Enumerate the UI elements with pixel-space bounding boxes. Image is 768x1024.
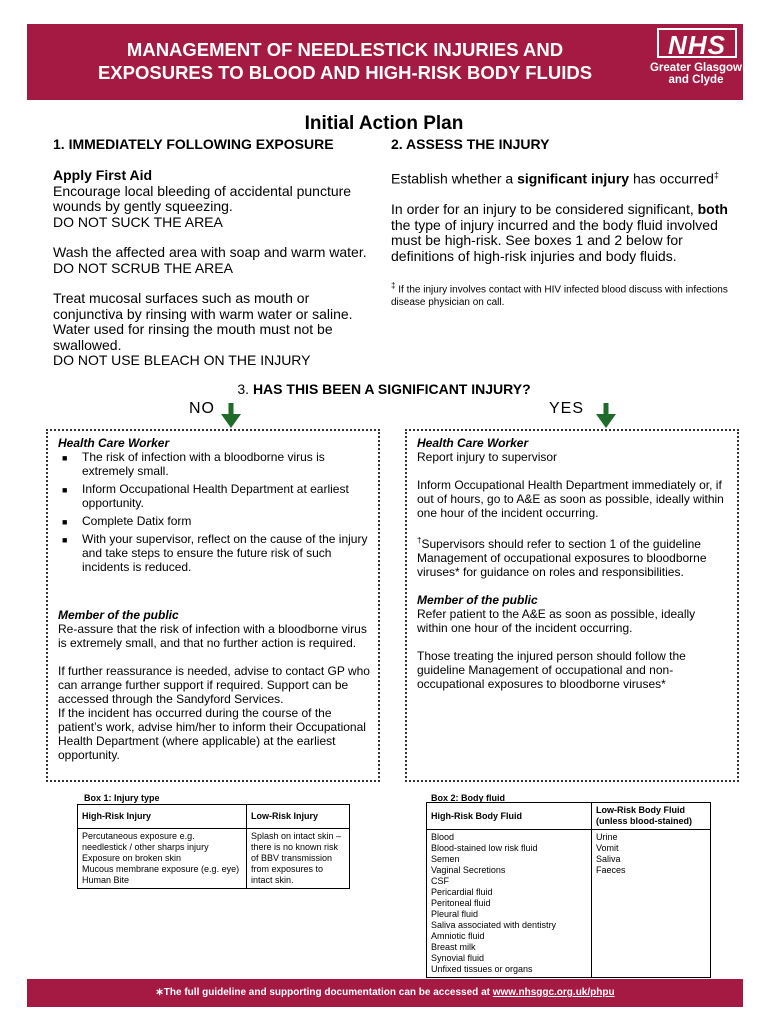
organisation-name — [646, 62, 746, 86]
no-label: NO — [189, 400, 215, 417]
guideline-link[interactable]: www.nhsggc.org.uk/phpu — [492, 987, 615, 998]
no-outcome-content — [58, 436, 370, 762]
nhs-logo-text: NHS — [657, 28, 737, 58]
table-row — [78, 829, 350, 889]
yes-hcw-heading: Health Care Worker — [417, 436, 529, 450]
yes-public-refer: Refer patient to the A&E as soon as possible, ideally within one hour of the incident occurring. — [417, 607, 696, 635]
table-header-row — [78, 805, 350, 829]
table-cell: Splash on intact skin – there is no known risk of BBV transmission from exposures to intact skin. — [247, 829, 350, 889]
list-item: Blood-stained low risk fluid — [431, 843, 538, 853]
bleeding-text: Encourage local bleeding of accidental puncture wounds by gently squeezing. — [53, 182, 352, 214]
wash-warning: DO NOT SCRUB THE AREA — [53, 259, 233, 276]
list-item: Exposure on broken skin — [82, 853, 182, 863]
document-title — [55, 38, 635, 84]
yes-report-supervisor: Report injury to supervisor — [417, 450, 558, 464]
list-item: Mucous membrane exposure (e.g. eye) — [82, 864, 240, 874]
list-item: Breast milk — [431, 942, 476, 952]
bullet-icon: ■ — [62, 535, 68, 545]
list-item: Amniotic fluid — [431, 931, 485, 941]
column-header — [592, 803, 711, 830]
wash-text: Wash the affected area with soap and warm water. — [53, 244, 367, 260]
list-item-text: The risk of infection with a bloodborne virus is extremely small. — [82, 450, 325, 478]
mucosal-text: Treat mucosal surfaces such as mouth or conjunctiva by rinsing with warm water or saline. Water used for rinsing the mouth must not be swallowed. — [53, 290, 353, 353]
supervisor-note-text: Supervisors should refer to section 1 of the guideline Management of occupational exposures to bloodborne viruses* for guidance on roles and responsibilities. — [417, 537, 707, 579]
column-header: High-Risk Injury — [78, 805, 247, 829]
box-1-title: Box 1: Injury type — [84, 793, 160, 803]
list-item — [58, 514, 370, 528]
list-item: Saliva associated with dentistry — [431, 920, 557, 930]
both-term: both — [697, 201, 728, 218]
assess-intro — [391, 168, 736, 187]
footer-text: The full guideline and supporting documentation can be accessed at — [163, 987, 493, 998]
assess-criteria — [391, 202, 736, 264]
no-arrow-icon — [220, 403, 242, 429]
list-item: Pleural fluid — [431, 909, 479, 919]
list-item — [58, 482, 370, 510]
significant-injury-term: significant injury — [517, 170, 630, 187]
first-aid-wash — [53, 245, 383, 276]
hiv-footnote — [391, 279, 736, 309]
yes-inform-occ-health: Inform Occupational Health Department immediately or, if out of hours, go to A&E as soon as possible, ideally within one hour of the incident occurring. — [417, 478, 724, 520]
question-text: HAS THIS BEEN A SIGNIFICANT INJURY? — [252, 381, 531, 397]
no-hcw-list — [58, 450, 370, 574]
no-public-heading: Member of the public — [58, 608, 179, 622]
significant-injury-question — [0, 381, 768, 397]
list-item: Semen — [431, 854, 460, 864]
table-cell — [427, 830, 592, 978]
org-line-1: Greater Glasgow — [649, 62, 743, 74]
column-header: High-Risk Body Fluid — [427, 803, 592, 830]
list-item-text: Inform Occupational Health Department at earliest opportunity. — [82, 482, 349, 510]
footnote-mark: ‡ — [391, 281, 396, 291]
yes-arrow-icon — [595, 403, 617, 429]
section-2-body — [391, 168, 736, 309]
assess-intro-end: has occurred — [629, 170, 714, 187]
no-public-work: If the incident has occurred during the course of the patient’s work, advise him/her to inform their Occupational Health Department (where applicable) at the earliest opportunity. — [58, 706, 366, 762]
bleeding-warning: DO NOT SUCK THE AREA — [53, 213, 223, 230]
first-aid-mucosal — [53, 291, 383, 369]
section-1-heading: 1. IMMEDIATELY FOLLOWING EXPOSURE — [53, 136, 334, 152]
table-cell — [78, 829, 247, 889]
table-cell — [592, 830, 711, 978]
dagger-mark: † — [417, 536, 422, 545]
list-item: Vomit — [596, 843, 619, 853]
list-item: CSF — [431, 876, 449, 886]
list-item-text: With your supervisor, reflect on the cause of the injury and take steps to ensure the future risk of such incidents is reduced. — [82, 532, 368, 574]
list-item: Human Bite — [82, 875, 130, 885]
first-aid-bleeding — [53, 184, 383, 231]
list-item: Pericardial fluid — [431, 887, 493, 897]
column-header-line: (unless blood-stained) — [596, 816, 693, 826]
footnote-text: If the injury involves contact with HIV infected blood discuss with infections disease physician on call. — [391, 284, 728, 309]
no-public-gp: If further reassurance is needed, advise to contact GP who can arrange further support if required. Support can be accessed through the Sandyford Services. — [58, 664, 370, 706]
first-aid-heading: Apply First Aid — [53, 167, 153, 183]
injury-type-table — [77, 804, 350, 889]
column-header-line: Low-Risk Body Fluid — [596, 805, 685, 815]
yes-label: YES — [549, 400, 585, 417]
footer-banner — [27, 979, 743, 1007]
list-item: Blood — [431, 832, 455, 842]
table-header-row — [427, 803, 711, 830]
list-item: Synovial fluid — [431, 953, 485, 963]
bullet-icon: ■ — [62, 485, 68, 495]
org-line-2: and Clyde — [668, 74, 724, 86]
mucosal-warning: DO NOT USE BLEACH ON THE INJURY — [53, 352, 311, 368]
question-number: 3. — [237, 381, 253, 397]
list-item: Saliva — [596, 854, 621, 864]
list-item — [58, 450, 370, 478]
bullet-icon: ■ — [62, 453, 68, 463]
yes-supervisor-note — [417, 534, 729, 579]
column-header: Low-Risk Injury — [247, 805, 350, 829]
nhs-logo — [657, 28, 737, 58]
list-item-text: Complete Datix form — [82, 514, 192, 528]
double-dagger-mark: ‡ — [713, 170, 719, 180]
table-row — [427, 830, 711, 978]
no-hcw-heading: Health Care Worker — [58, 436, 170, 450]
asterisk-icon: ∗ — [155, 987, 164, 998]
yes-outcome-content — [417, 436, 729, 691]
yes-public-treatment: Those treating the injured person should follow the guideline Management of occupational and non-occupational exposures to bloodborne viruses* — [417, 649, 686, 691]
title-line-1: MANAGEMENT OF NEEDLESTICK INJURIES AND — [126, 39, 564, 60]
title-line-2: EXPOSURES TO BLOOD AND HIGH-RISK BODY FLUIDS — [97, 62, 593, 83]
bullet-icon: ■ — [62, 517, 68, 527]
box-2-title: Box 2: Body fluid — [431, 793, 505, 803]
assess-intro-text: Establish whether a — [391, 170, 518, 187]
list-item: Vaginal Secretions — [431, 865, 506, 875]
section-2-heading: 2. ASSESS THE INJURY — [391, 136, 550, 152]
criteria-text-end: the type of injury incurred and the body fluid involved must be high-risk. See boxes 1 and 2 below for definitions of high-risk injuries and body fluids. — [391, 216, 718, 264]
list-item: Unfixed tissues or organs — [431, 964, 533, 974]
list-item: Urine — [596, 832, 618, 842]
yes-public-heading: Member of the public — [417, 593, 538, 607]
no-public-reassure: Re-assure that the risk of infection with a bloodborne virus is extremely small, and that no further action is required. — [58, 622, 367, 650]
section-1-body — [53, 168, 383, 384]
plan-title: Initial Action Plan — [304, 113, 464, 134]
list-item: Percutaneous exposure e.g. needlestick / other sharps injury — [82, 831, 209, 852]
list-item: Faeces — [596, 865, 626, 875]
list-item — [58, 532, 370, 574]
list-item: Peritoneal fluid — [431, 898, 491, 908]
body-fluid-table — [426, 802, 711, 978]
criteria-text: In order for an injury to be considered significant, — [391, 201, 698, 218]
